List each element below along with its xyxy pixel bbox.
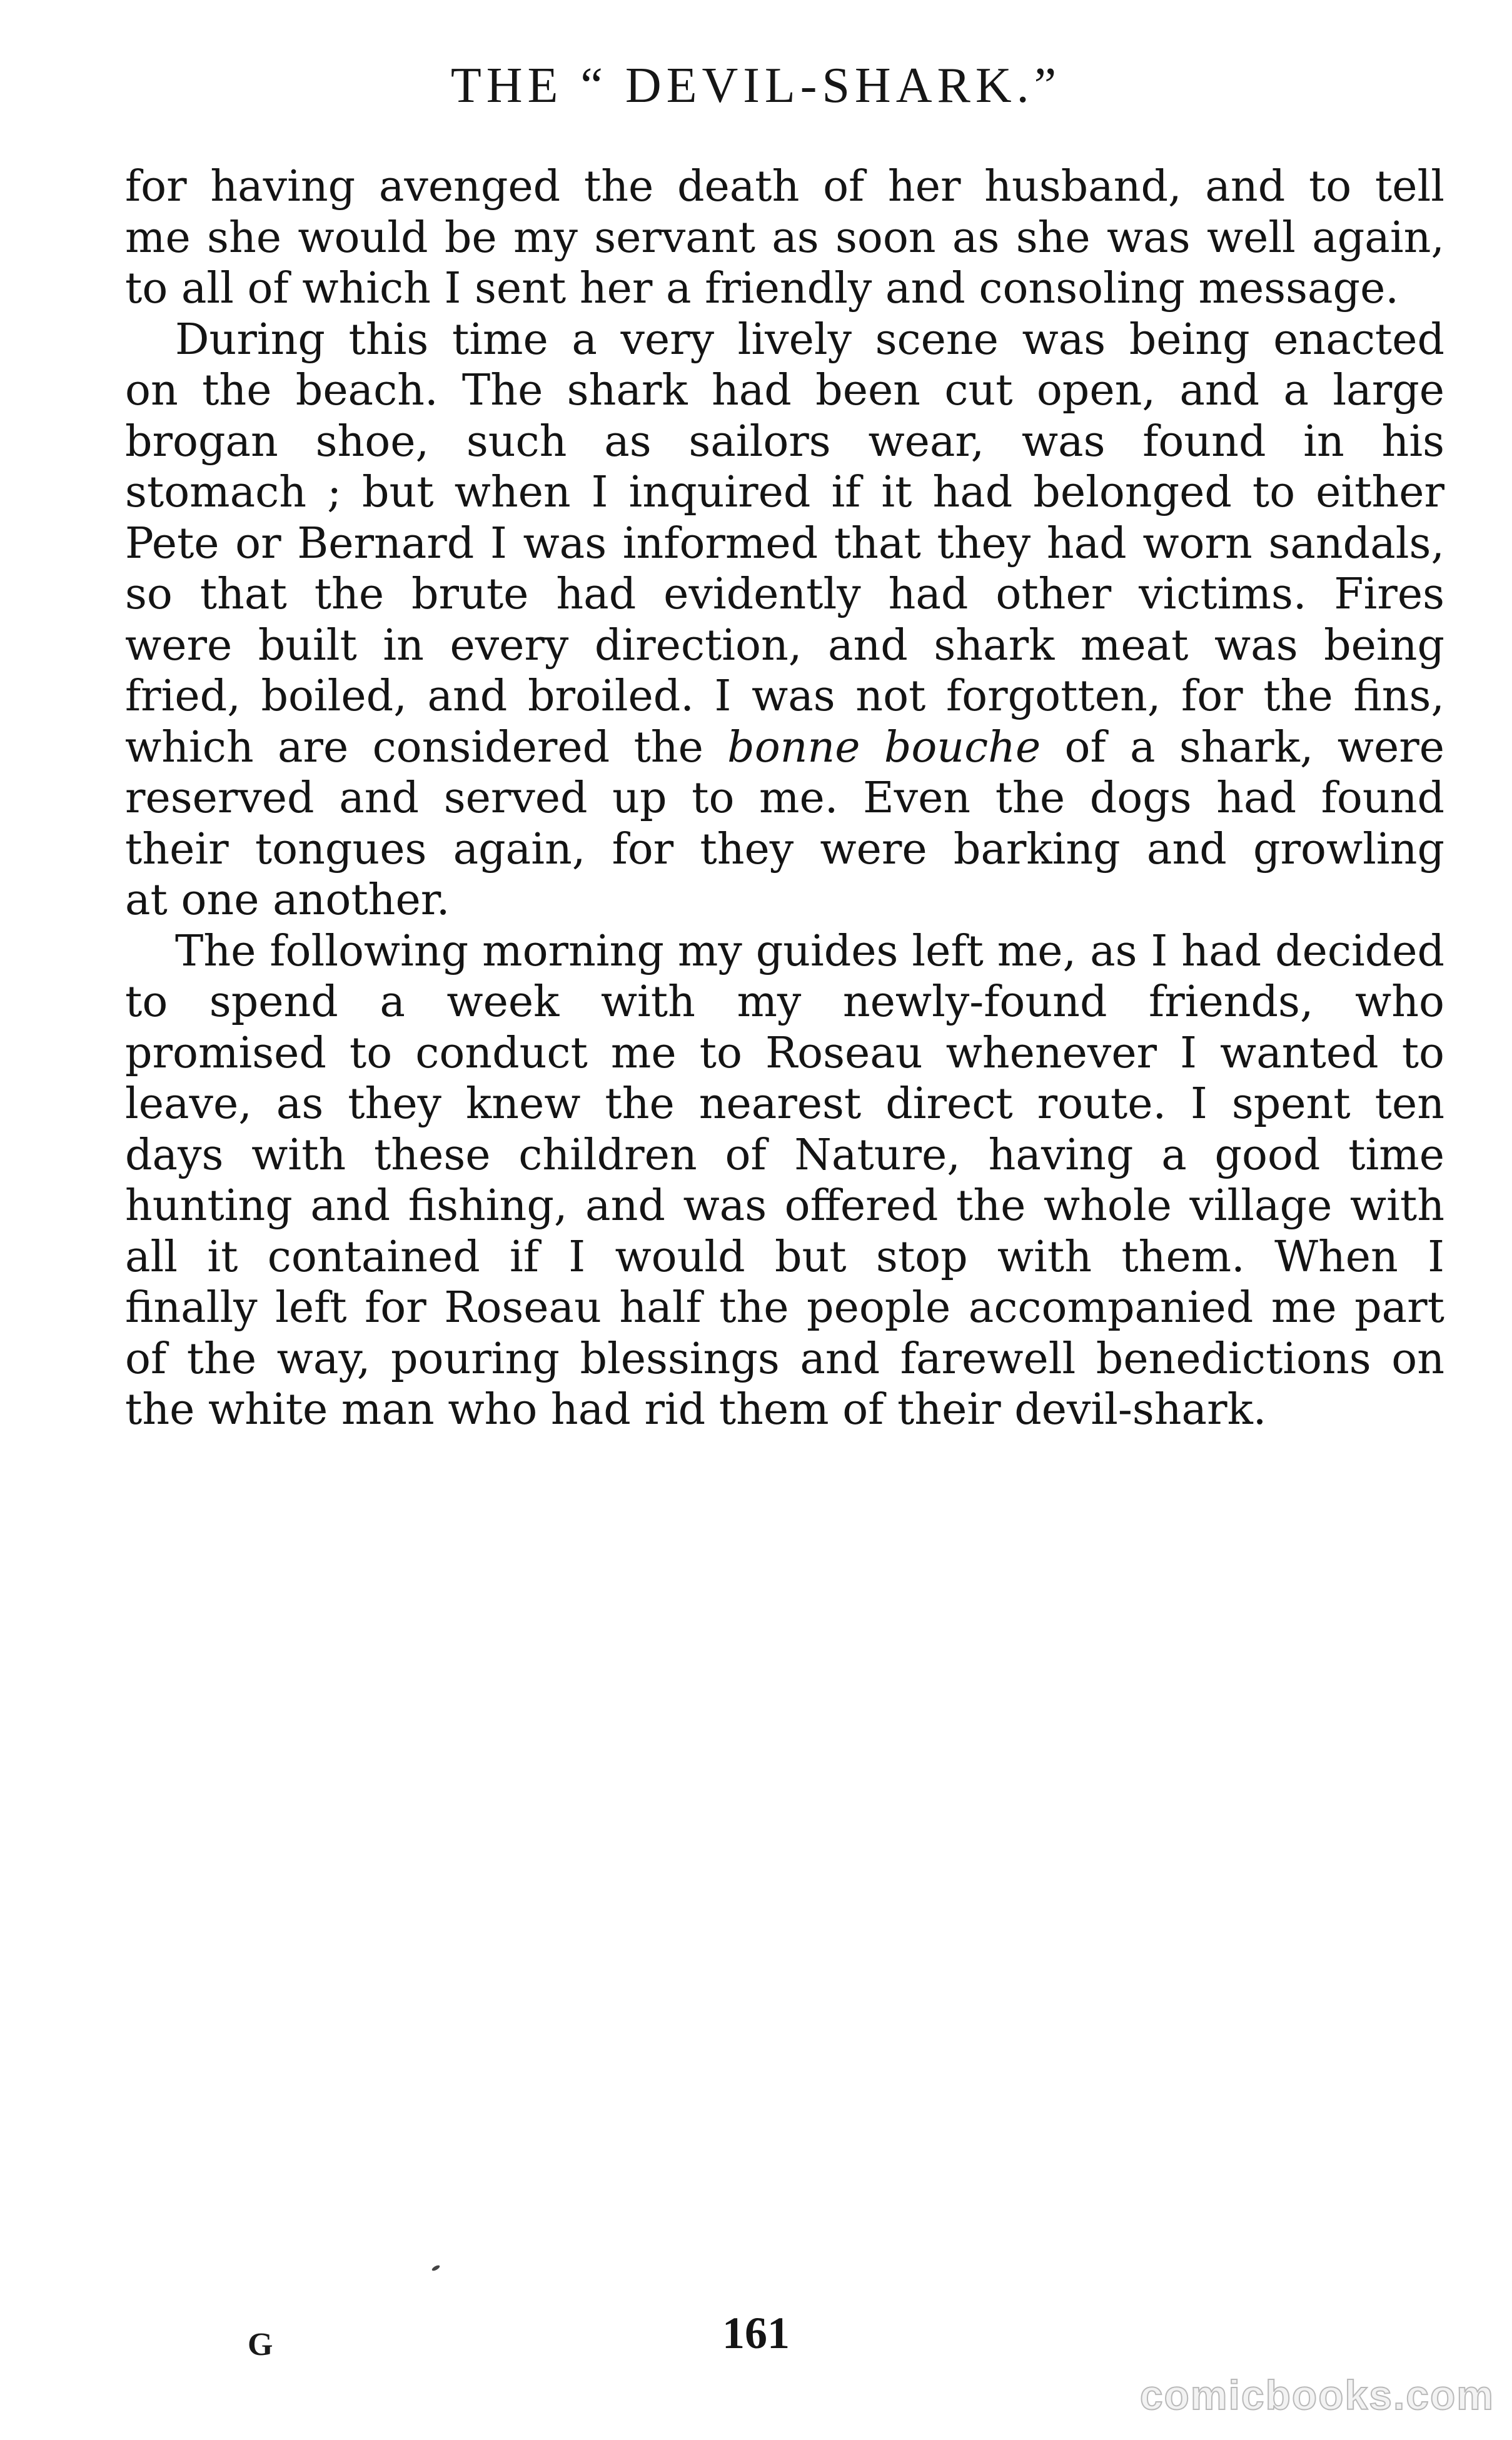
text-line: of the way, pouring blessings and farewell benedictions on bbox=[125, 1334, 1444, 1384]
italic-phrase: bonne bouche bbox=[727, 722, 1041, 772]
text-line: were built in every direction, and shark meat was being bbox=[125, 620, 1444, 670]
text-line: Pete or Bernard I was informed that they had worn sandals, bbox=[125, 518, 1444, 568]
page-number: 161 bbox=[722, 2308, 790, 2358]
text-line: reserved and served up to me. Even the dogs had found bbox=[125, 774, 1444, 823]
text-line: fried, boiled, and broiled. I was not forgotten, for the fins, bbox=[125, 672, 1444, 721]
text-run: which are considered the bbox=[125, 722, 728, 772]
text-line: on the beach. The shark had been cut open, and a large bbox=[125, 366, 1444, 415]
text-line: days with these children of Nature, having a good time bbox=[125, 1130, 1444, 1180]
text-line: the white man who had rid them of their devil-shark. bbox=[125, 1385, 1267, 1434]
text-line: The following morning my guides left me, as I had decided bbox=[175, 926, 1444, 976]
body-text bbox=[125, 161, 1444, 1436]
text-line: During this time a very lively scene was being enacted bbox=[175, 315, 1444, 365]
text-line: promised to conduct me to Roseau whenever I wanted to bbox=[125, 1028, 1444, 1078]
watermark: comicbooks.com bbox=[1139, 2372, 1494, 2418]
ink-speck bbox=[431, 2264, 440, 2272]
text-line: so that the brute had evidently had other victims. Fires bbox=[125, 570, 1444, 619]
text-line: for having avenged the death of her husband, and to tell bbox=[125, 162, 1444, 211]
running-head: THE “ DEVIL-SHARK.” bbox=[450, 58, 1062, 113]
paragraph-2 bbox=[125, 315, 1444, 926]
text-line: me she would be my servant as soon as she was well again, bbox=[125, 213, 1444, 263]
text-line: all it contained if I would but stop with them. When I bbox=[125, 1232, 1444, 1282]
text-line: leave, as they knew the nearest direct route. I spent ten bbox=[125, 1079, 1444, 1129]
text-line-with-italic bbox=[125, 722, 1444, 774]
text-line: their tongues again, for they were barking and growling bbox=[125, 824, 1444, 874]
text-line: brogan shoe, such as sailors wear, was found in his bbox=[125, 416, 1444, 466]
paragraph-1 bbox=[125, 161, 1444, 315]
text-line: stomach ; but when I inquired if it had belonged to either bbox=[125, 468, 1444, 517]
text-line: at one another. bbox=[125, 875, 450, 925]
text-line: hunting and fishing, and was offered the whole village with bbox=[125, 1181, 1444, 1231]
signature-mark: G bbox=[248, 2327, 273, 2362]
text-line: finally left for Roseau half the people accompanied me part bbox=[125, 1283, 1444, 1333]
text-run: of a shark, were bbox=[1041, 722, 1444, 772]
paragraph-3 bbox=[125, 926, 1444, 1436]
text-line: to all of which I sent her a friendly and consoling message. bbox=[125, 264, 1399, 313]
text-line: to spend a week with my newly-found friends, who bbox=[125, 977, 1444, 1027]
